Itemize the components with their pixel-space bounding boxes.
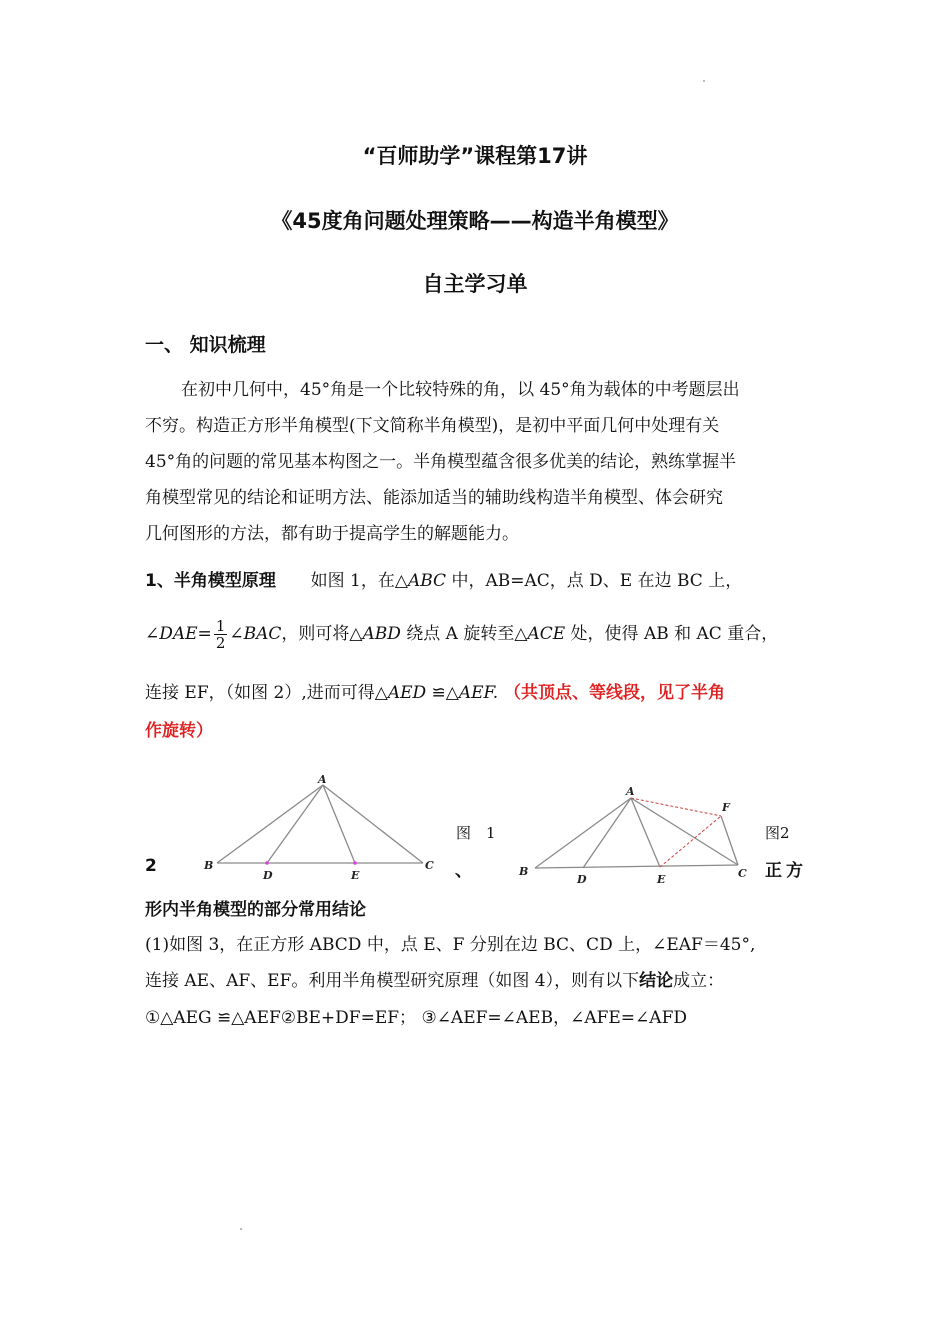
segment-bc xyxy=(535,865,738,868)
principle-line-2 xyxy=(145,618,778,651)
segment-ab xyxy=(217,785,323,863)
section-2-heading-start: 正方 xyxy=(765,861,807,881)
principle-text: 如图 1，在△ xyxy=(310,571,408,591)
point-label-c: C xyxy=(425,859,434,872)
principle-text: 连接 EF，（如图 2）,进而可得△ xyxy=(145,683,388,703)
intro-line: 在初中几何中，45°角是一个比较特殊的角，以 45°角为载体的中考题层出 xyxy=(181,380,740,400)
point-label-d: D xyxy=(577,873,587,886)
fraction-numerator: 1 xyxy=(215,617,226,635)
principle-text: ，则可将△ xyxy=(281,624,363,644)
result-line-1: (1)如图 3，在正方形 ABCD 中，点 E、F 分别在边 BC、CD 上，∠EAF＝45°, xyxy=(145,935,756,955)
intro-line: 几何图形的方法，都有助于提高学生的解题能力。 xyxy=(145,524,519,544)
point-marker xyxy=(265,861,269,865)
principle-line-1 xyxy=(145,566,742,591)
page-title: “百师助学”课程第17讲 xyxy=(362,144,588,168)
point-label-d: D xyxy=(263,869,273,882)
intro-line: 角模型常见的结论和证明方法、能添加适当的辅助线构造半角模型、体会研究 xyxy=(145,488,723,508)
intro-paragraph xyxy=(145,372,815,552)
section-2-heading: 形内半角模型的部分常用结论 xyxy=(145,900,366,920)
triangle-aed: AED xyxy=(387,683,427,703)
section-heading: 一、 知识梳理 xyxy=(145,334,266,356)
segment-ae xyxy=(631,798,660,867)
triangle-ace: ACE xyxy=(527,624,566,644)
principle-heading: 1、半角模型原理 xyxy=(145,571,276,591)
point-label-a: A xyxy=(626,785,635,798)
section-2-separator: 、 xyxy=(455,861,472,881)
angle-dae: ∠DAE= xyxy=(145,624,212,644)
point-label-e: E xyxy=(657,873,666,886)
point-label-f: F xyxy=(722,801,730,814)
principle-text: 处，使得 AB 和 AC 重合， xyxy=(565,624,779,644)
segment-ac xyxy=(323,785,423,863)
intro-line: 45°角的问题的常见基本构图之一。半角模型蕴含很多优美的结论，熟练掌握半 xyxy=(145,452,737,472)
figure-2 xyxy=(510,783,760,893)
angle-bac: ∠BAC xyxy=(229,624,282,644)
point-label-a: A xyxy=(318,775,327,786)
triangle-aef: AEF. xyxy=(458,683,499,703)
principle-text: 绕点 A 旋转至△ xyxy=(400,624,528,644)
figure-2-caption: 图2 xyxy=(765,824,790,842)
principle-line-3 xyxy=(145,678,725,703)
point-marker xyxy=(353,861,357,865)
congruent-text: ≌△ xyxy=(426,683,459,703)
point-label-c: C xyxy=(738,867,747,880)
figure-1 xyxy=(195,775,445,885)
segment-ad xyxy=(583,798,631,868)
tip-text-continued: 作旋转） xyxy=(145,721,213,741)
figure-1-caption: 图 1 xyxy=(456,824,496,842)
principle-text: 中，AB=AC，点 D、E 在边 BC 上， xyxy=(446,571,743,591)
worksheet-label: 自主学习单 xyxy=(422,272,528,296)
point-label-e: E xyxy=(351,869,360,882)
conclusion-word: 结论 xyxy=(639,971,674,991)
result-text: 连接 AE、AF、EF。利用半角模型研究原理（如图 4），则有以下 xyxy=(145,971,640,991)
fraction-half xyxy=(214,618,228,651)
section-2-number: 2 xyxy=(145,856,157,876)
scan-dot xyxy=(703,80,705,82)
fraction-denominator: 2 xyxy=(215,634,226,652)
dashed-ef xyxy=(660,816,721,867)
point-label-b: B xyxy=(204,859,214,872)
result-text: 成立： xyxy=(673,971,725,991)
segment-ab xyxy=(535,798,631,868)
course-subtitle: 《45度角问题处理策略——构造半角模型》 xyxy=(271,209,679,233)
segment-cf xyxy=(721,816,738,865)
scan-dot xyxy=(240,1228,242,1230)
tip-text: （共顶点、等线段，见了半角 xyxy=(498,683,726,703)
segment-ad xyxy=(267,785,323,863)
result-line-2 xyxy=(145,966,724,991)
triangle-abc: ABC xyxy=(407,571,447,591)
result-line-3: ①△AEG ≌△AEF②BE+DF=EF； ③∠AEF=∠AEB，∠AFE=∠AFD xyxy=(145,1008,687,1028)
intro-line: 不穷。构造正方形半角模型(下文简称半角模型)，是初中平面几何中处理有关 xyxy=(145,416,720,436)
triangle-abd: ABD xyxy=(362,624,401,644)
point-label-b: B xyxy=(519,865,529,878)
